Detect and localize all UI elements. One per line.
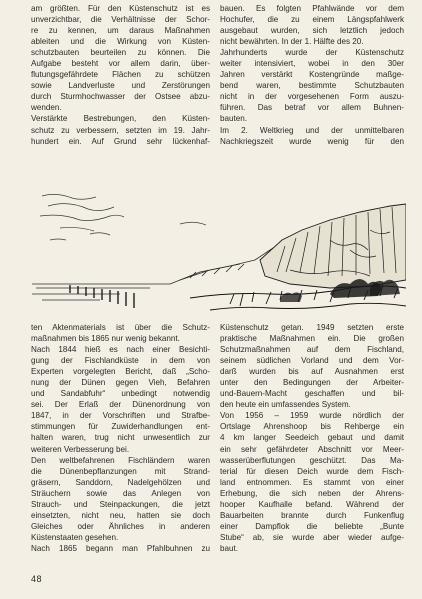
- text-line: wenden.: [31, 103, 62, 113]
- text-line: gräsern, Sanddorn, Nadelgehölzen und: [31, 477, 210, 487]
- cliff-face: [260, 204, 406, 288]
- text-line: die Dünenbepflanzungen mit Strand-: [31, 466, 210, 476]
- text-line: gung der Fischlandküste in dem von: [31, 356, 210, 366]
- text-line: Jahrhunderts wurde der Küstenschutz: [220, 48, 404, 58]
- text-line: ten Aktenmaterials ist über die Schutz-: [31, 323, 210, 332]
- text-line: maßnahmen bis 1865 nur wenig bekannt.: [31, 334, 180, 344]
- text-line: darß wurden bis auf Ausnahmen erst: [220, 367, 404, 377]
- text-line: sei. Der Erlaß der Dünenordnung von: [31, 400, 210, 410]
- text-line: bauten.: [220, 114, 248, 124]
- text-line: halten waren, trug nicht unwesentlich zur: [31, 433, 210, 443]
- text-line: Bauarbeiten brannte durch Funkenflug: [220, 510, 404, 520]
- horizon-line: [32, 284, 170, 300]
- text-line: 1847, in der Vorschriften und Strafbe-: [31, 411, 210, 421]
- text-line: ableiten und die Wirkung von Küsten-: [31, 37, 210, 47]
- coastal-cliff-sketch: [30, 190, 406, 315]
- text-line: baut.: [220, 543, 239, 553]
- text-line: bend waren, bestimmte Schutzbauten: [220, 81, 404, 91]
- text-line: wasserüberflutungen geschützt. Das Ma-: [220, 455, 404, 465]
- text-line: Schutzmaßnahmen auf dem Fischland,: [220, 345, 404, 355]
- text-line: sowie Landverluste und Zerstörungen: [31, 81, 210, 91]
- text-line: Im 2. Weltkrieg und der unmittelbaren: [220, 125, 404, 135]
- text-line: nung der Dünen gegen Vieh, Befahren: [31, 378, 210, 388]
- text-line: den heute ein umfassendes System.: [220, 400, 351, 410]
- text-line: nicht bewährten. In der 1. Hälfte des 20.: [220, 37, 364, 47]
- text-line: Stube“ ab, sie wurde aber wieder aufge-: [220, 532, 404, 542]
- text-line: einsetzten, nicht neu, hatten sie doch: [31, 510, 210, 520]
- text-line: einer Dampflok die beliebte „Bunte: [220, 521, 404, 531]
- sky-strokes: [40, 194, 206, 240]
- text-line: land entnommen. Es stammt von einer: [220, 477, 404, 487]
- text-line: führen. Das betraf vor allem Buhnen-: [220, 103, 404, 113]
- text-line: am größten. Für den Küstenschutz ist es: [31, 4, 210, 13]
- text-column-left-bottom: [31, 322, 210, 554]
- text-line: weiter intensiviert, wobei in den 30er: [220, 59, 404, 69]
- text-line: hundert ein. Auf Grund sehr lückenhaf-: [31, 136, 210, 146]
- text-line: durch Sturmhochwasser der Ostsee abzu-: [31, 92, 210, 102]
- text-line: terial für diesen Deich wurde dem Fisch-: [220, 466, 404, 476]
- text-line: schutz zu verbessern, setzten im 19. Jahr-: [31, 125, 210, 135]
- text-line: schutzbauten beurteilen zu können. Die: [31, 48, 210, 58]
- text-line: Küstenschutz getan. 1949 setzten erste: [220, 323, 404, 332]
- text-line: Von 1956 – 1959 wurde nördlich der: [220, 411, 404, 421]
- text-column-right-top: [220, 3, 404, 147]
- text-line: nicht in der vorgesehenen Form auszu-: [220, 92, 404, 102]
- text-column-left-top: [31, 3, 210, 147]
- text-line: Nachkriegszeit wurde wenig für den: [220, 136, 404, 146]
- text-line: und-Bauern-Macht geschaffen und bil-: [220, 389, 404, 399]
- text-line: unter den Bedingungen der Arbeiter-: [220, 378, 404, 388]
- text-line: ausgebaut wurden, sich letztlich jedoch: [220, 26, 404, 36]
- text-line: Küstenstaaten gesehen.: [31, 532, 119, 542]
- text-line: Strauch- und Steinpackungen, die jetzt: [31, 499, 210, 509]
- text-line: Jahren verstärkt Kostengründe maßge-: [220, 70, 404, 80]
- text-line: Erhebung, die sich neben der Ahrens-: [220, 488, 404, 498]
- text-line: praktische Maßnahmen ein. Die großen: [220, 334, 404, 344]
- text-line: Hochufer, die zu einem Längspfahlwerk: [220, 15, 404, 25]
- text-line: unverzichtbar, die Verhältnisse der Schor-: [31, 15, 210, 25]
- text-line: Nach 1865 begann man Pfahlbuhnen zu: [31, 543, 210, 553]
- groyne-posts: [70, 285, 134, 308]
- page-number: 48: [31, 574, 43, 584]
- text-line: 4 km langer Seedeich gebaut und damit: [220, 433, 404, 443]
- text-line: ein sehr gefährdeter Abschnitt vor Meer-: [220, 444, 404, 454]
- text-line: weiteren Verbesserung bei.: [31, 444, 130, 454]
- text-line: stimmungen für Zuwiderhandlungen ent-: [31, 422, 210, 432]
- text-line: Nach 1844 hieß es nach einer Besichti-: [31, 345, 210, 355]
- text-line: Aufgabe besteht vor allem darin, über-: [31, 59, 210, 69]
- text-line: und Sandabfuhr“ unbedingt notwendig: [31, 389, 210, 399]
- text-line: Experten vorgelegten Bericht, daß „Scho-: [31, 367, 210, 377]
- text-line: seinem südlichen Vorland und dem Vor-: [220, 356, 404, 366]
- text-column-right-bottom: [220, 322, 404, 554]
- text-line: flutungsgefährdete Flächen zu schützen: [31, 70, 210, 80]
- text-line: Sträuchern sowie das Anlegen von: [31, 488, 210, 498]
- text-line: Verstärkte Bestrebungen, den Küsten-: [31, 114, 210, 124]
- text-line: Ortslage Ahrenshoop bis Rehberge ein: [220, 422, 404, 432]
- text-line: bauen. Es folgten Pfahlwände vor dem: [220, 4, 404, 13]
- text-line: hooper Kaufhalle befand. Während der: [220, 499, 404, 509]
- text-line: re zu kennen, um daraus Maßnahmen: [31, 26, 210, 36]
- text-line: Den weltbefahrenen Fischländern waren: [31, 455, 210, 465]
- text-line: Gleiches oder Ähnliches in anderen: [31, 521, 210, 531]
